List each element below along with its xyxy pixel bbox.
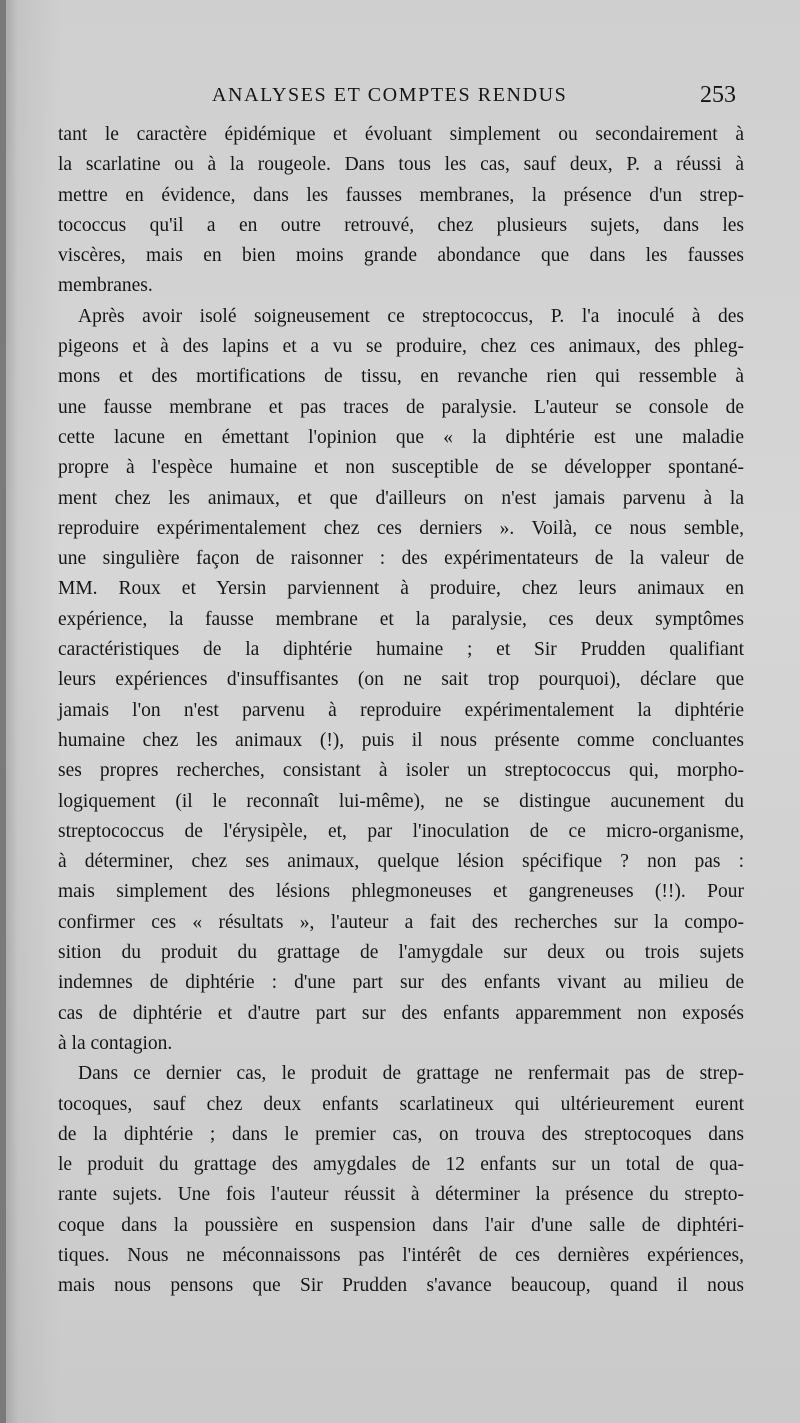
text-line: tiques. Nous ne méconnaissons pas l'intérêt de ces dernières expériences,: [58, 1244, 744, 1266]
text-line: ses propres recherches, consistant à isoler un streptococcus qui, morpho-: [58, 760, 744, 782]
text-line: mais simplement des lésions phlegmoneuses et gangreneuses (!!). Pour: [58, 881, 744, 903]
text-line: membranes.: [58, 275, 153, 297]
text-line: rante sujets. Une fois l'auteur réussit à déterminer la présence du strepto-: [58, 1184, 744, 1206]
text-line: viscères, mais en bien moins grande abondance que dans les fausses: [58, 245, 744, 267]
text-line: Dans ce dernier cas, le produit de grattage ne renfermait pas de strep-: [78, 1063, 744, 1085]
text-line: mettre en évidence, dans les fausses membranes, la présence d'un strep-: [58, 184, 744, 206]
text-line: cette lacune en émettant l'opinion que « la diphtérie est une maladie: [58, 426, 744, 448]
page-header: [0, 78, 800, 118]
body-text: [58, 120, 744, 1302]
text-line: caractéristiques de la diphtérie humaine ; et Sir Prudden qualifiant: [58, 639, 744, 661]
text-line: tocoques, sauf chez deux enfants scarlatineux qui ultérieurement eurent: [58, 1093, 744, 1115]
text-line: jamais l'on n'est parvenu à reproduire expérimentalement la diphtérie: [58, 699, 744, 721]
text-line: à déterminer, chez ses animaux, quelque lésion spécifique ? non pas :: [58, 851, 744, 873]
text-line: mons et des mortifications de tissu, en revanche rien qui ressemble à: [58, 366, 744, 388]
text-line: une singulière façon de raisonner : des expérimentateurs de la valeur de: [58, 548, 744, 570]
text-line: tococcus qu'il a en outre retrouvé, chez plusieurs sujets, dans les: [58, 214, 744, 236]
text-line: mais nous pensons que Sir Prudden s'avance beaucoup, quand il nous: [58, 1275, 744, 1297]
running-title: ANALYSES ET COMPTES RENDUS: [212, 84, 568, 106]
page-spine-shadow: [0, 0, 6, 1423]
text-line: cas de diphtérie et d'autre part sur des enfants apparemment non exposés: [58, 1002, 744, 1024]
text-line: de la diphtérie ; dans le premier cas, on trouva des streptocoques dans: [58, 1123, 744, 1145]
page-number: 253: [700, 82, 736, 108]
text-line: MM. Roux et Yersin parviennent à produire, chez leurs animaux en: [58, 578, 744, 600]
text-line: indemnes de diphtérie : d'une part sur des enfants vivant au milieu de: [58, 972, 744, 994]
text-line: humaine chez les animaux (!), puis il nous présente comme concluantes: [58, 729, 744, 751]
text-line: propre à l'espèce humaine et non susceptible de se développer spontané-: [58, 457, 744, 479]
text-line: tant le caractère épidémique et évoluant simplement ou secondairement à: [58, 124, 744, 145]
text-line: sition du produit du grattage de l'amygdale sur deux ou trois sujets: [58, 942, 744, 964]
text-line: ment chez les animaux, et que d'ailleurs on n'est jamais parvenu à la: [58, 487, 744, 509]
text-line: streptococcus de l'érysipèle, et, par l'inoculation de ce micro-organisme,: [58, 820, 744, 842]
text-line: la scarlatine ou à la rougeole. Dans tous les cas, sauf deux, P. a réussi à: [58, 154, 744, 176]
text-line: à la contagion.: [58, 1032, 173, 1054]
text-line: Après avoir isolé soigneusement ce streptococcus, P. l'a inoculé à des: [78, 305, 744, 327]
text-line: le produit du grattage des amygdales de 12 enfants sur un total de qua-: [58, 1154, 744, 1176]
text-line: expérience, la fausse membrane et la paralysie, ces deux symptômes: [58, 608, 744, 630]
text-line: une fausse membrane et pas traces de paralysie. L'auteur se console de: [58, 396, 744, 418]
text-line: pigeons et à des lapins et a vu se produire, chez ces animaux, des phleg-: [58, 336, 744, 358]
text-line: confirmer ces « résultats », l'auteur a fait des recherches sur la compo-: [58, 911, 744, 933]
text-line: coque dans la poussière en suspension dans l'air d'une salle de diphtéri-: [58, 1214, 744, 1236]
text-line: leurs expériences d'insuffisantes (on ne sait trop pourquoi), déclare que: [58, 669, 744, 691]
text-line: logiquement (il le reconnaît lui-même), ne se distingue aucunement du: [58, 790, 744, 812]
text-line: reproduire expérimentalement chez ces derniers ». Voilà, ce nous semble,: [58, 517, 744, 539]
